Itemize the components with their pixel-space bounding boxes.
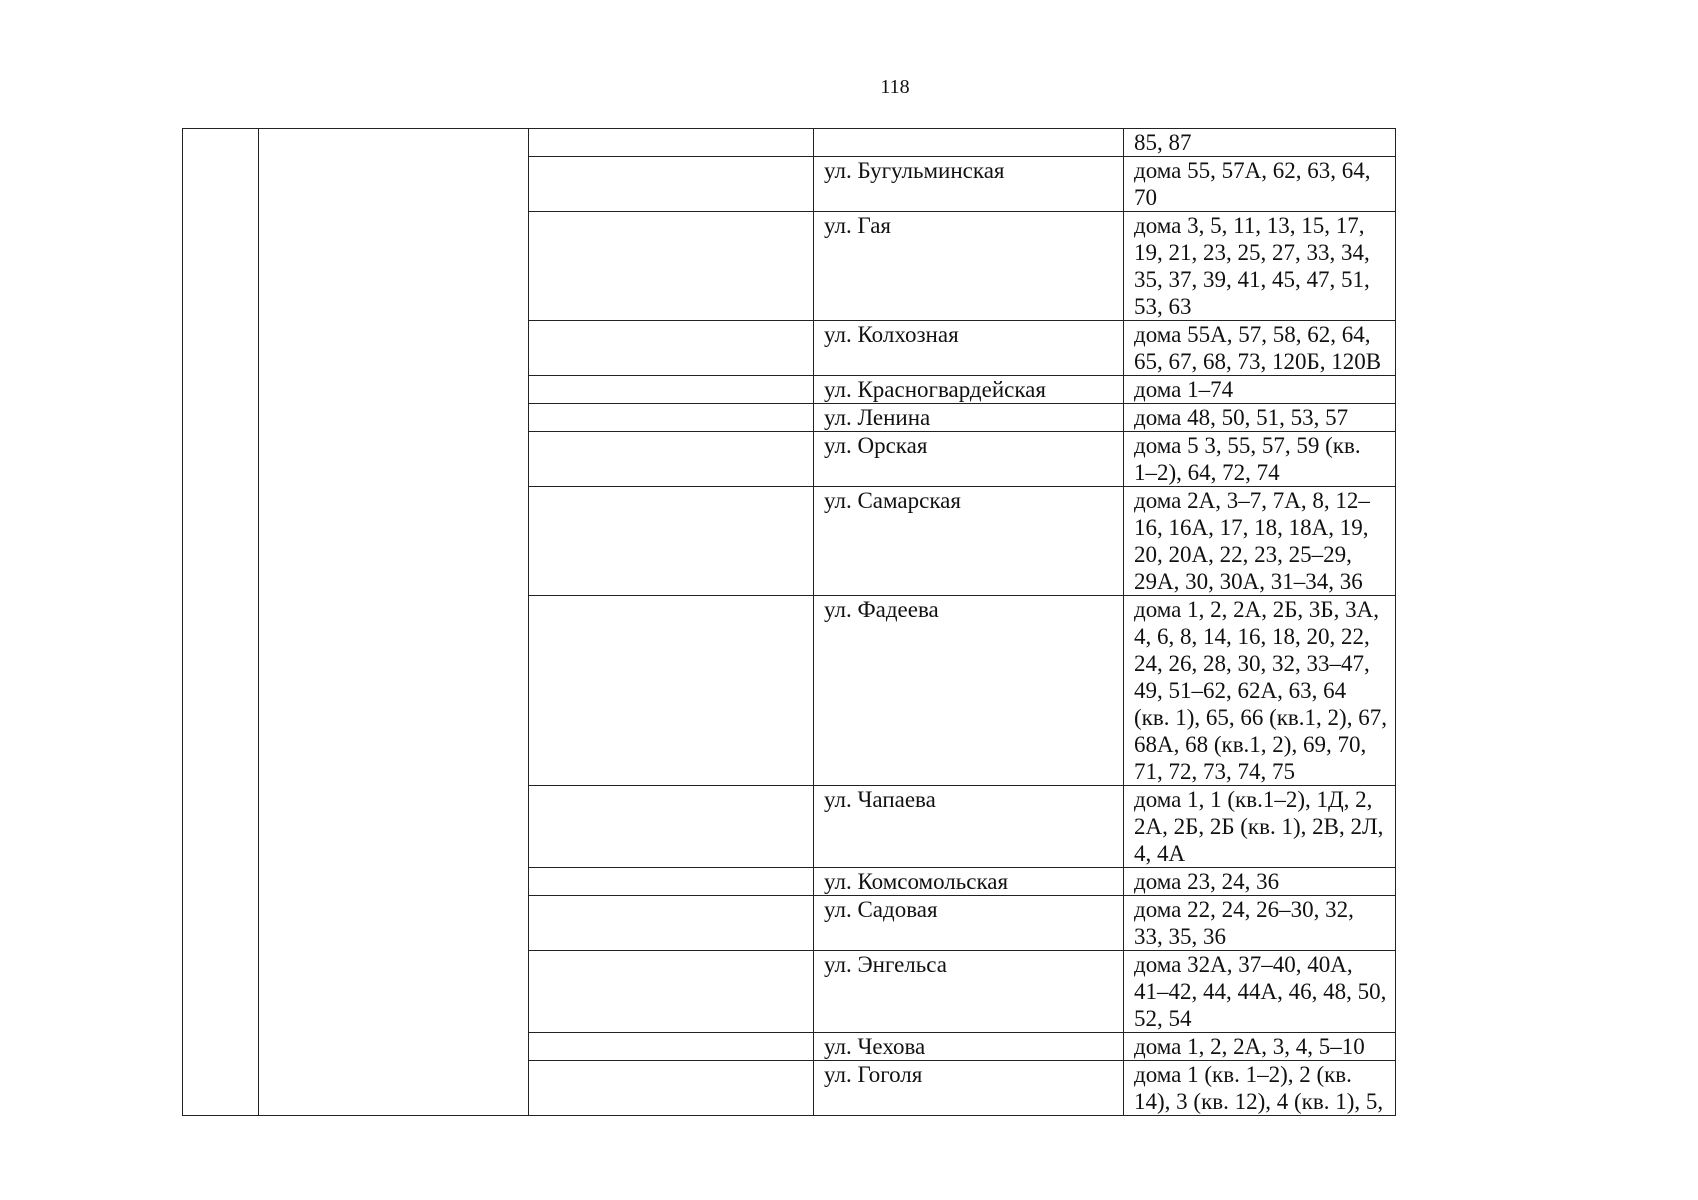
houses-cell: дома 1, 2, 2А, 2Б, 3Б, 3А, 4, 6, 8, 14, 16, 18, 20, 22, 24, 26, 28, 30, 32, 33–47, 49, 51–62, 62А, 63, 64 (кв. 1), 65, 66 (кв.1, 2), 67, 68А, 68 (кв.1, 2), 69, 70, 71, 72, 73, 74, 75 [1124, 596, 1396, 786]
houses-cell: дома 5 3, 55, 57, 59 (кв. 1–2), 64, 72, 74 [1124, 432, 1396, 487]
houses-cell: дома 23, 24, 36 [1124, 868, 1396, 896]
street-cell: ул. Красногвардейская [814, 376, 1124, 404]
street-cell [814, 129, 1124, 157]
houses-cell: дома 1, 1 (кв.1–2), 1Д, 2, 2А, 2Б, 2Б (кв. 1), 2В, 2Л, 4, 4А [1124, 786, 1396, 868]
street-cell: ул. Ленина [814, 404, 1124, 432]
empty-cell-locality [529, 951, 814, 1033]
empty-cell-locality [529, 1061, 814, 1116]
houses-cell: дома 2А, 3–7, 7А, 8, 12–16, 16А, 17, 18, 18А, 19, 20, 20А, 22, 23, 25–29, 29А, 30, 30А, 31–34, 36 [1124, 487, 1396, 596]
street-cell: ул. Садовая [814, 896, 1124, 951]
houses-cell: дома 32А, 37–40, 40А, 41–42, 44, 44А, 46, 48, 50, 52, 54 [1124, 951, 1396, 1033]
houses-cell: дома 55А, 57, 58, 62, 64, 65, 67, 68, 73, 120Б, 120В [1124, 321, 1396, 376]
street-cell: ул. Комсомольская [814, 868, 1124, 896]
empty-cell-locality [529, 487, 814, 596]
street-cell: ул. Чехова [814, 1033, 1124, 1061]
empty-cell-number [183, 129, 259, 1116]
empty-cell-locality [529, 868, 814, 896]
empty-cell-locality [529, 596, 814, 786]
address-table [182, 128, 1396, 1116]
empty-cell-locality [529, 896, 814, 951]
street-cell: ул. Фадеева [814, 596, 1124, 786]
empty-cell-locality [529, 212, 814, 321]
street-cell: ул. Самарская [814, 487, 1124, 596]
empty-cell-locality [529, 321, 814, 376]
empty-cell-locality [529, 1033, 814, 1061]
houses-cell: дома 3, 5, 11, 13, 15, 17, 19, 21, 23, 25, 27, 33, 34, 35, 37, 39, 41, 45, 47, 51, 53, 63 [1124, 212, 1396, 321]
houses-cell: дома 1 (кв. 1–2), 2 (кв. 14), 3 (кв. 12), 4 (кв. 1), 5, [1124, 1061, 1396, 1116]
houses-cell: дома 1–74 [1124, 376, 1396, 404]
empty-cell-locality [529, 157, 814, 212]
houses-cell: дома 22, 24, 26–30, 32, 33, 35, 36 [1124, 896, 1396, 951]
empty-cell-locality [529, 129, 814, 157]
empty-cell-locality [529, 432, 814, 487]
street-cell: ул. Энгельса [814, 951, 1124, 1033]
empty-cell-locality [529, 786, 814, 868]
table-row [183, 129, 1396, 157]
street-cell: ул. Гая [814, 212, 1124, 321]
street-cell: ул. Орская [814, 432, 1124, 487]
houses-cell: дома 55, 57А, 62, 63, 64, 70 [1124, 157, 1396, 212]
houses-cell: дома 48, 50, 51, 53, 57 [1124, 404, 1396, 432]
empty-cell-locality [529, 376, 814, 404]
street-cell: ул. Колхозная [814, 321, 1124, 376]
empty-cell-district [259, 129, 529, 1116]
houses-cell: дома 1, 2, 2А, 3, 4, 5–10 [1124, 1033, 1396, 1061]
houses-cell: 85, 87 [1124, 129, 1396, 157]
page-number: 118 [880, 76, 910, 98]
street-cell: ул. Чапаева [814, 786, 1124, 868]
street-cell: ул. Бугульминская [814, 157, 1124, 212]
empty-cell-locality [529, 404, 814, 432]
street-cell: ул. Гоголя [814, 1061, 1124, 1116]
